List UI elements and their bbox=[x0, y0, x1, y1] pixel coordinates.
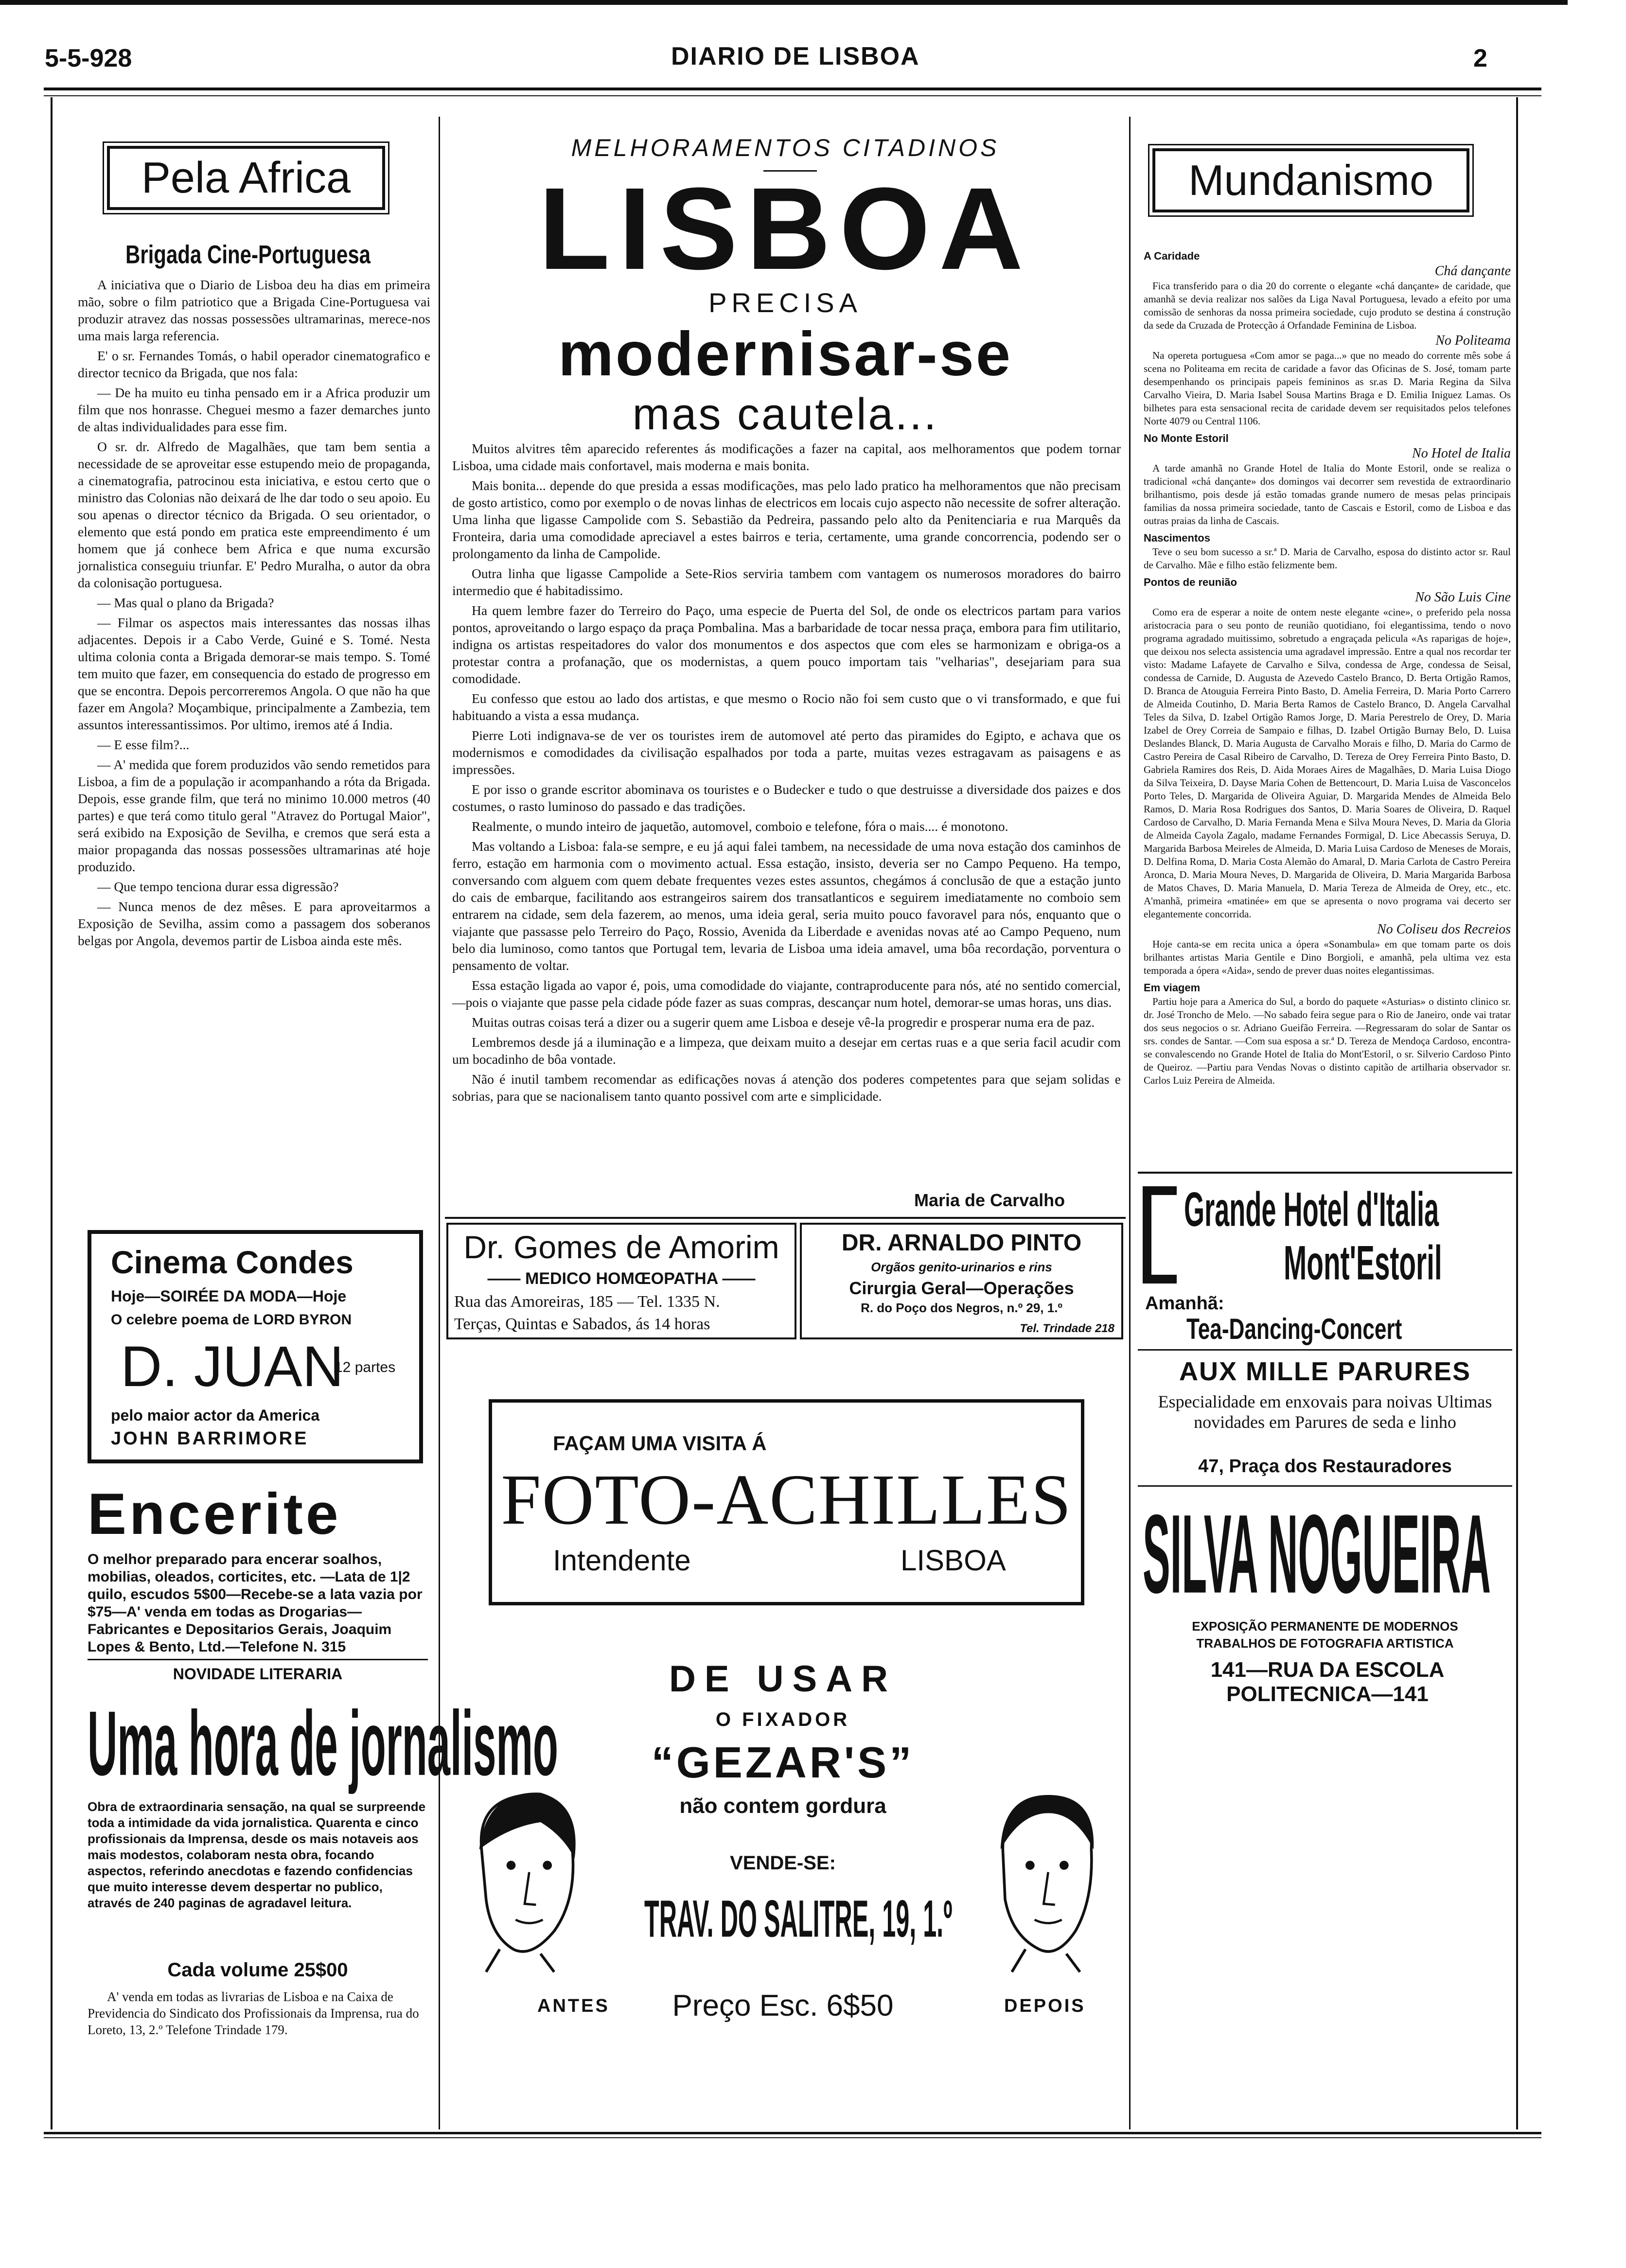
foto-top: FAÇAM UMA VISITA Á bbox=[553, 1432, 767, 1455]
africa-subtitle: Brigada Cine-Portuguesa bbox=[125, 240, 371, 269]
amorim-role: —— MEDICO HOMŒOPATHA —— bbox=[487, 1269, 756, 1288]
condes-actor: JOHN BARRIMORE bbox=[111, 1428, 309, 1449]
lisboa-tagline: mas cautela... bbox=[632, 389, 938, 439]
africa-paragraph: A iniciativa que o Diario de Lisboa deu ha dias em primeira mão, sobre o film patriotico que a Brigada Cine-Portuguesa vai produzir atravez das nossas possessões ultramarinas, merece-nos uma mais larga referencia. bbox=[78, 277, 430, 343]
mundanismo-section: Nascimentos bbox=[1144, 532, 1210, 544]
parures-text: Especialidade em enxovais para noivas Ultimas novidades em Parures de seda e linho bbox=[1158, 1392, 1492, 1432]
lisboa-paragraph: Muitas outras coisas terá a dizer ou a sugerir quem ame Lisboa e deseje vê-la progredir e prosperar numa era de paz. bbox=[472, 1015, 1095, 1030]
africa-paragraph: — Filmar os aspectos mais interessantes das nossas ilhas adjacentes. Depois ir a Cabo Verde, Guiné e S. Tomé. Nesta ultima colonia conta a Brigada demorar-se mais tempo. S. Tomé tem muito que fazer, em consequencia do estado de progresso em que se encontra. Depois percorreremos Angola. O que não ha que fazer em Angola? Moçambique, principalmente a Zambezia, tem assuntos interessantissimos. Por ultimo, iremos até á India. bbox=[78, 615, 430, 732]
pinto-phone: Tel. Trindade 218 bbox=[1020, 1322, 1114, 1335]
gezars-line1: DE USAR bbox=[669, 1658, 897, 1700]
header-rule bbox=[44, 88, 1541, 90]
gezars-before: ANTES bbox=[537, 1996, 610, 2016]
pinto-surgery: Cirurgia Geral—Operações bbox=[849, 1278, 1074, 1298]
lisboa-paragraph: Ha quem lembre fazer do Terreiro do Paço, uma especie de Puerta del Sol, de onde os electricos partam para varios pontos, aproveitando o largo espaço da praça Pombalina. Mas a barbaridade de tocar nessa praça, embora para fim utilitario, indigna os artistas respeitadores do valor dos monumentos e dos aspectos que com eles se harmonizam e obriga-os a protestar contra a profanação, que os modernistas, a quem pouco importam tais "velharias", desejariam para sua comodidade. bbox=[452, 603, 1121, 686]
foto-left: Intendente bbox=[553, 1544, 691, 1577]
top-rule bbox=[0, 0, 1568, 5]
column-divider-left bbox=[439, 117, 440, 2129]
mundanismo-block bbox=[1144, 531, 1511, 572]
mundanismo-text: Como era de esperar a noite de ontem neste elegante «cine», o preferido pela nossa aristocracia para o seu ponto de reunião quotidiano, foi elegantissima, tendo o novo programa agradado muitissimo, sobretudo a engraçada pelicula «As raparigas de hoje», que deixou nos selecta assistencia uma agradavel impressão. Entre a qual nos recordar ter visto: Madame Lafayete de Carvalho e Silva, condessa de Arge, condessa de Seisal, condessa de Carnide, D. Augusta de Azevedo Castelo Branco, D. Berta Ortigão Ramos, D. Branca de Atouguia Ferreira Pinto Basto, D. Amelia Ferreira, D. Maria Porto Carrero de Almeida Coutinho, D. Maria Berta Ramos de Castelo Branco, D. Angela Carvalhal Teles da Silva, D. Izabel Ortigão Ramos Jorge, D. Maria Perestrelo de Orey, D. Maria Izabel de Orey Correia de Sampaio e filhas, D. Izabel Ortigão Burnay Belo, D. Luisa Deslandes Blanck, D. Maria Augusta de Carvalho Morais e filho, D. Maria do Carmo de Castro Pereira de Casal Ribeiro de Carvalho, D. Tereza de Orey Ferreira Pinto Basto, D. Gabriela Ramires dos Reis, D. Aida Moraes Aires de Magalhães, D. Maria Luisa Diogo da Silva Teixeira, D. Dayse Maria Cohen de Bettencourt, D. Maria Luisa de Vasconcelos Porto Teles, D. Margarida de Oliveira Aguiar, D. Margarida Mendes de Almeida Belo Ramos, D. Maria Rosa Rodrigues dos Santos, D. Maria Soares de Oliveira, D. Raquel Cardoso de Carvalho, D. Maria Fernanda Mena e Silva Moura Neves, D. Maria da Gloria de Almeida Cayola Zagalo, madame Fernandes Formigal, D. Lice Abecassis Seruya, D. Margarida Barbosa Meireles de Almeida, D. Maria Luisa Cardoso de Meneses de Morais, D. Delfina Roma, D. Maria Costa Alemão do Amaral, D. Maria Carlota de Castro Pereira Aronca, D. Maria Moura Neves, D. Margarida de Oliveira, D. Maria Margarida Barbosa de Matos Chaves, D. Maria Manuela, D. Maria Tereza de Almeida de Orey, etc., etc. A'manhã, primeira «matinée» em que se apresenta o novo programa vai decerto ser elegantemente concorrida. bbox=[1144, 606, 1511, 920]
novidade-footer: A' venda em todas as livrarias de Lisboa e na Caixa de Previdencia do Sindicato dos Profissionais da Imprensa, rua do Loreto, 13, 2.º Telefone Trindade 179. bbox=[88, 1989, 419, 2037]
parures-rule bbox=[1138, 1485, 1512, 1487]
mundanismo-title: Mundanismo bbox=[1188, 156, 1433, 204]
mundanismo-section: Em viagem bbox=[1144, 982, 1201, 994]
africa-paragraph: — E esse film?... bbox=[97, 737, 190, 752]
amorim-name: Dr. Gomes de Amorim bbox=[463, 1229, 779, 1265]
pinto-ad bbox=[800, 1223, 1123, 1339]
hotel-event: Tea-Dancing-Concert bbox=[1186, 1313, 1402, 1346]
lisboa-author: Maria de Carvalho bbox=[914, 1190, 1065, 1210]
africa-paragraph: — Nunca menos de dez mêses. E para aproveitarmos a Exposição de Sevilha, assim como a passagem dos soberanos belgas por Angola, devemos partir de Lisboa ainda este mês. bbox=[78, 899, 430, 948]
gezars-line5: VENDE-SE: bbox=[730, 1852, 836, 1874]
mundanismo-text: Hoje canta-se em recita unica a ópera «Sonambula» em que tomam parte os dois brilhantes artistas Maria Gentile e Dino Borgioli, e amanhã, pela ultima vez esta temporada a ópera «Aida», sendo de prever duas noites elegantissimas. bbox=[1144, 938, 1511, 976]
africa-paragraph: — Mas qual o plano da Brigada? bbox=[97, 595, 274, 610]
issue-date: 5-5-928 bbox=[45, 44, 132, 72]
hotel-amanha: Amanhã: bbox=[1145, 1293, 1224, 1314]
pinto-specialty: Orgãos genito-urinarios e rins bbox=[871, 1260, 1052, 1274]
lisboa-kicker: MELHORAMENTOS CITADINOS bbox=[571, 134, 1000, 161]
mundanismo-section: Pontos de reunião bbox=[1144, 576, 1237, 588]
mundanismo-text: Teve o seu bom sucesso a sr.ª D. Maria de Carvalho, esposa do distinto actor sr. Raul de Carvalho. Mãe e filho estão felizmente bem. bbox=[1144, 546, 1511, 571]
lisboa-paragraph: Pierre Loti indignava-se de ver os touristes irem de automovel até perto das piramides do Egipto, e achava que os modernismos e comodidades da civilisação espalhados por toda a parte, muitas vezes estragavam as paisagens e as impressões. bbox=[452, 728, 1121, 777]
parures-title: AUX MILLE PARURES bbox=[1179, 1357, 1471, 1386]
mundanismo-block bbox=[1144, 334, 1511, 428]
amorim-address: Rua das Amoreiras, 185 — Tel. 1335 N. bbox=[454, 1293, 720, 1311]
column-divider-right bbox=[1129, 117, 1131, 2129]
pinto-name: DR. ARNALDO PINTO bbox=[841, 1230, 1082, 1256]
africa-article bbox=[78, 276, 430, 1190]
bottom-rule bbox=[44, 2132, 1541, 2134]
lisboa-subtitle: modernisar-se bbox=[558, 319, 1013, 389]
gezars-after: DEPOIS bbox=[1004, 1996, 1086, 2016]
lisboa-paragraph: Realmente, o mundo inteiro de jaquetão, automovel, comboio e telefone, fóra o mais.... é monotono. bbox=[472, 819, 1008, 834]
mundanismo-block bbox=[1144, 249, 1511, 332]
condes-parts: 12 partes bbox=[335, 1359, 396, 1375]
africa-title-box bbox=[107, 146, 385, 210]
africa-paragraph: — De ha muito eu tinha pensado em ir a Africa produzir um film que nos honrasse. Cheguei mesmo a fazer demarches junto de altas individualidades para esse fim. bbox=[78, 385, 430, 434]
pinto-address: R. do Poço dos Negros, n.º 29, 1.º bbox=[861, 1301, 1062, 1315]
frame-right bbox=[1516, 97, 1518, 2129]
header-rule-thin bbox=[44, 95, 1541, 96]
africa-paragraph: — A' medida que forem produzidos vão sendo remetidos para Lisboa, a fim de a população ir acompanhando a róta da Brigada. Depois, esse grande film, que terá no minimo 10.000 metros (40 partes) e que terá como titulo geral "Atravez do Portugal Maior", será exibido na Exposição de Sevilha, e cremos que será esta a maior propaganda das nossas possessões ultramarinas até hoje produzido. bbox=[78, 757, 430, 874]
foto-achilles-ad bbox=[489, 1399, 1084, 1605]
cinema-condes-ad bbox=[88, 1230, 423, 1463]
africa-paragraph: E' o sr. Fernandes Tomás, o habil operador cinematografico e director tecnico da Brigada, que nos fala: bbox=[78, 348, 430, 380]
lisboa-paragraph: Mais bonita... depende do que presida a essas modificações, mas pelo lado pratico ha melhoramentos que não precisam de gosto artistico, como por exemplo o de novas linhas de electricos em locais cujo aspecto não necessite de sofrer alteração. Uma linha que ligasse Campolide com S. Sebastião da Pedreira, passando pelo alto da Penitenciaria e rua Marquês da Fronteira, daria uma comodidade apreciavel a estes bairros e teria, certamente, uma grande concorrencia, podendo ser o prolongamento da linha de Campolide. bbox=[452, 478, 1121, 561]
masthead: DIARIO DE LISBOA bbox=[671, 42, 920, 70]
hotel-line1: Grande Hotel d'Italia bbox=[1184, 1182, 1439, 1236]
nogueira-line2: TRABALHOS DE FOTOGRAFIA ARTISTICA bbox=[1196, 1636, 1454, 1651]
mundanismo-section: No Monte Estoril bbox=[1144, 432, 1229, 444]
lisboa-end-rule bbox=[445, 1217, 1126, 1219]
mundanismo-block bbox=[1144, 576, 1511, 921]
novidade-title-wrap bbox=[88, 1691, 558, 1795]
mundanismo-block bbox=[1144, 923, 1511, 977]
condes-line2: O celebre poema de LORD BYRON bbox=[111, 1312, 352, 1328]
condes-line3: pelo maior actor da America bbox=[111, 1407, 320, 1424]
hotel-line1-wrap bbox=[1184, 1181, 1515, 1235]
mundanismo-text: Partiu hoje para a America do Sul, a bordo do paquete «Asturias» o distinto clinico sr. dr. José Troncho de Melo. —No sabado feira segue para o Rio de Janeiro, onde vai tratar dos seus negocios o sr. Adriano Gueifão Ferreira. —Regressaram do solar de Santar os srs. condes de Santar. —Com sua esposa a sr.ª D. Tereza de Mendoça Cardoso, encontra-se convalescendo no Grande Hotel de Italia do Mont'Estoril, o sr. Silverio Cardoso Pinto de Queiroz. —Partiu para Vendas Novas o distinto capitão de artilharia observador sr. Carlos Luiz Pereira de Almeida. bbox=[1144, 996, 1511, 1086]
mundanismo-section: A Caridade bbox=[1144, 250, 1200, 262]
gezars-line4: não contem gordura bbox=[679, 1794, 886, 1818]
mundanismo-block bbox=[1144, 981, 1511, 1087]
page-number: 2 bbox=[1473, 44, 1487, 72]
gezars-ad bbox=[445, 1648, 1121, 2127]
africa-paragraph: — Que tempo tenciona durar essa digressão? bbox=[97, 879, 339, 894]
mundanismo-place: No São Luis Cine bbox=[1415, 590, 1511, 605]
novidade-price: Cada volume 25$00 bbox=[167, 1959, 348, 1981]
novidade-title: Uma hora de jornalismo bbox=[88, 1692, 558, 1795]
condes-title: Cinema Condes bbox=[111, 1244, 353, 1280]
gezars-price: Preço Esc. 6$50 bbox=[672, 1989, 894, 2022]
gezars-address: TRAV. DO SALITRE, 19, 1.º bbox=[644, 1889, 953, 1948]
lisboa-paragraph: Outra linha que ligasse Campolide a Sete-Rios serviria tambem com vantagem os numerosos moradores do bairro intermedio que é habitadissimo. bbox=[452, 566, 1121, 598]
mundanismo-title-box bbox=[1152, 148, 1469, 212]
nogueira-title-wrap bbox=[1143, 1490, 1512, 1617]
encerite-text: O melhor preparado para encerar soalhos, mobilias, oleados, corticites, etc. —Lata de 1|2 quilo, escudos 5$00—Recebe-se a lata vazia por $75—A' venda em todas as Drogarias—Fabricantes e Depositarios Gerais, Joaquim Lopes & Bento, Ltd.—Telefone N. 315 bbox=[88, 1551, 423, 1655]
lisboa-paragraph: E por isso o grande escritor abominava os touristes e o Budecker e tudo o que destruisse a diversidade dos paizes e dos costumes, o rasto luminoso do passado e das tradições. bbox=[452, 782, 1121, 814]
mundanismo-place: No Hotel de Italia bbox=[1412, 446, 1511, 461]
gezars-brand: “GEZAR'S” bbox=[651, 1739, 915, 1787]
mundanismo-text: Fica transferido para o dia 20 do corrente o elegante «chá dançante» de caridade, que amanhã se devia realizar nos salões da Liga Naval Portuguesa, levado a efeito por uma comissão de senhoras da nossa primeira sociedade, cujo produto se destina á construção da sede da Cruzada de Protecção á Orfandade Feminina de Lisboa. bbox=[1144, 280, 1511, 331]
nogueira-line1: EXPOSIÇÃO PERMANENTE DE MODERNOS bbox=[1192, 1619, 1458, 1634]
lisboa-paragraph: Muitos alvitres têm aparecido referentes ás modificações a fazer na capital, aos melhoramentos que podem tornar Lisboa, uma cidade mais confortavel, mais moderna e mais bonita. bbox=[452, 441, 1121, 473]
mundanismo-block bbox=[1144, 432, 1511, 527]
hotel-rule bbox=[1138, 1349, 1512, 1351]
mundanismo-article bbox=[1144, 246, 1511, 1169]
mundanismo-place: No Politeama bbox=[1435, 333, 1511, 348]
encerite-rule bbox=[88, 1659, 428, 1660]
africa-title: Pela Africa bbox=[141, 154, 351, 202]
amorim-hours: Terças, Quintas e Sabados, ás 14 horas bbox=[454, 1315, 710, 1333]
hotel-line2-wrap bbox=[1284, 1235, 1515, 1288]
lisboa-title: LISBOA bbox=[538, 163, 1032, 294]
lisboa-paragraph: Lembremos desde já a iluminação e a limpeza, que deixam muito a desejar em certas ruas e a que seria facil acudir com um bocadinho de bôa vontade. bbox=[452, 1035, 1121, 1067]
lisboa-precisa: PRECISA bbox=[708, 287, 862, 318]
lisboa-article bbox=[452, 440, 1121, 1186]
lisboa-paragraph: Eu confesso que estou ao lado dos artistas, e que mesmo o Rocio não foi sem custo que o vi transformado, e que fui habituando a vista a essa mudança. bbox=[452, 691, 1121, 723]
mundanismo-text: Na opereta portuguesa «Com amor se paga...» que no meado do corrente mês sobe á scena no Politeama em recita de caridade a favor das Oficinas de S. José, tomam parte desempenhando os principais papeis femininos as sr.as D. Maria Regina da Silva Carvalho Vieira, D. Maria Isabel Sousa Martins Braga e D. Emilia Iniguez Lamas. Os bilhetes para esta sensacional recita de caridade devem ser requisitados pelos telefones Norte 4079 ou Central 1106. bbox=[1144, 350, 1511, 427]
mundanismo-end-rule bbox=[1138, 1172, 1512, 1174]
novidade-label: NOVIDADE LITERARIA bbox=[173, 1665, 343, 1683]
foto-right: LISBOA bbox=[901, 1544, 1006, 1577]
bottom-rule-2 bbox=[44, 2137, 1541, 2138]
condes-line1: Hoje—SOIRÉE DA MODA—Hoje bbox=[111, 1287, 347, 1305]
lisboa-paragraph: Mas voltando a Lisboa: fala-se sempre, e eu já aqui falei tambem, na necessidade de uma nova estação dos caminhos de ferro, estação em harmonia com o movimento actual. Essa estação, insisto, deveria ser no Campo Pequeno. Ha tempo, conversando com alguem com quem debate frequentes vezes estes assuntos, chegámos á conclusão de que a estação junto do cais de embarque, facilitando aos estrangeiros sairem dos transatlanticos e seguirem imediatamente no comboio sem entrarem na cidade, sem dela fazerem, ao menos, uma ideia geral, seria muito pouco favoravel para nós, enquanto que o viajante que passasse pelo Terreiro do Paço, Rossio, Avenida da Liberdade e avenidas novas até ao Campo Pequeno, num belo dia luminoso, como tantos que Portugal tem, levaria de Lisboa uma ideia amavel, uma bôa recordação, porventura o pensamento de voltar. bbox=[452, 839, 1121, 973]
hotel-line2: Mont'Estoril bbox=[1284, 1235, 1442, 1290]
mundanismo-text: A tarde amanhã no Grande Hotel de Italia do Monte Estoril, onde se realiza o tradicional «chá dançante» dos domingos vai decorrer sem revestida de extraordinario brilhantismo, pois desde já estão tomadas grande numero de mesas pelas principais familias da nossa primeira sociedade, tanto de Cascais e Estoril, como de Lisboa e das outras praias da linha de Cascais. bbox=[1144, 462, 1511, 527]
condes-film: D. JUAN bbox=[121, 1335, 344, 1399]
nogueira-address: 141—RUA DA ESCOLA POLITECNICA—141 bbox=[1210, 1658, 1445, 1706]
foto-name: FOTO-ACHILLES bbox=[501, 1460, 1072, 1540]
gezars-line2: O FIXADOR bbox=[715, 1709, 850, 1730]
encerite-title: Encerite bbox=[88, 1481, 341, 1547]
mundanismo-place: Chá dançante bbox=[1434, 264, 1511, 279]
lisboa-paragraph: Não é inutil tambem recomendar as edificações novas á atenção dos poderes competentes para que sejam solidas e sobrias, para que se nacionalisem tanto quanto possivel com arte e simplicidade. bbox=[452, 1072, 1121, 1104]
lisboa-paragraph: Essa estação ligada ao vapor é, pois, uma comodidade do viajante, contraproducente para nós, até no sentido comercial,—pois o viajante que passe pela cidade póde fazer as suas compras, descançar num hotel, demorar-se umas horas, uns dias. bbox=[452, 978, 1121, 1010]
africa-paragraph: O sr. dr. Alfredo de Magalhães, que tam bem sentia a necessidade de se aproveitar esse estupendo meio de propaganda, a cinematografia, patrocinou esta iniciativa, e estou certo que o ministro das Colonias não deixará de lhe dar todo o seu apoio. Eu sou apenas o director técnico da Brigada. O seu orientador, o elemento que está pondo em pratica este empreendimento é um homem que já conhece bem Africa e que numa excursão jornalistica conseguiu triunfar. E' Pedro Muralha, o autor da obra da colonisação portuguesa. bbox=[78, 439, 430, 590]
gezars-address-wrap bbox=[644, 1889, 953, 1962]
parures-address: 47, Praça dos Restauradores bbox=[1198, 1456, 1452, 1477]
frame-left bbox=[51, 97, 53, 2129]
hotel-event-wrap bbox=[1186, 1313, 1517, 1347]
novidade-text: Obra de extraordinaria sensação, na qual se surpreende toda a intimidade da vida jornalistica. Quarenta e cinco profissionais da Imprensa, desde os mais notaveis aos mais modestos, colaboram nesta obra, focando aspectos, referindo anecdotas e fazendo confidencias que muito interesse devem despertar no publico, através de 240 paginas de agradavel leitura. bbox=[88, 1799, 426, 1910]
hotel-bracket-icon bbox=[1143, 1186, 1177, 1283]
amorim-ad bbox=[446, 1223, 796, 1339]
nogueira-title: SILVA NOGUEIRA bbox=[1143, 1492, 1491, 1617]
mundanismo-place: No Coliseu dos Recreios bbox=[1377, 922, 1511, 937]
